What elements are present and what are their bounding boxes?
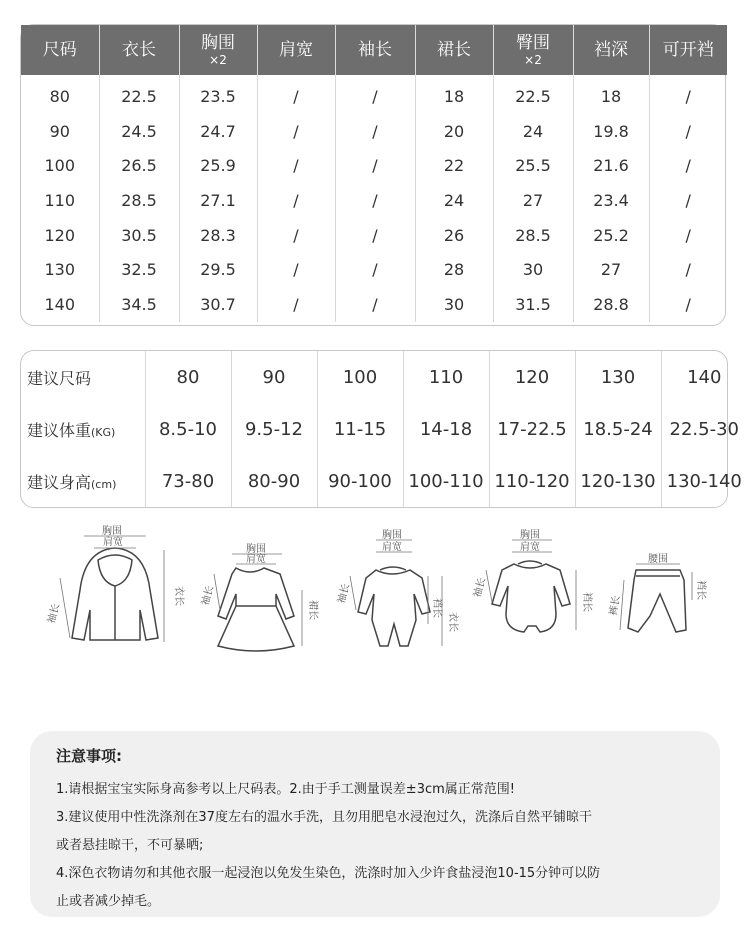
pants-diagram [600,520,710,670]
table-cell: / [257,114,335,149]
table-cell: 130-140 [661,455,747,507]
table-cell: / [257,148,335,183]
table-cell: / [257,287,335,322]
table-cell: 30.7 [179,287,257,322]
table-cell: 26.5 [99,148,179,183]
dress-diagram [190,520,320,670]
table-cell: 32.5 [99,252,179,287]
table-cell: 80 [145,351,231,403]
header-skirt: 裙长 [415,25,493,75]
size-table-header-row [21,25,727,75]
diagram-label: 胸围 [102,526,122,537]
diagram-label: 胸围 [382,530,402,541]
table-cell: 28.3 [179,218,257,253]
table-cell: 100 [317,351,403,403]
table-cell: 130 [44,260,76,280]
table-cell: 90 [49,121,70,141]
diagram-label: 肩宽 [103,537,123,548]
table-cell: 130 [575,351,661,403]
table-cell: / [335,148,415,183]
table-row [21,148,727,183]
measurement-diagrams [40,520,710,670]
row-label: 建议尺码 [27,368,92,388]
diagram-label: 肩宽 [382,542,402,553]
table-cell: 23.5 [179,75,257,114]
diagram-label: 胸围 [520,530,540,541]
size-chart-table [20,24,726,326]
table-cell: / [335,183,415,218]
notes-line: 或者悬挂晾干，不可暴晒; [56,838,204,853]
jacket-diagram [40,520,190,670]
table-cell: / [257,183,335,218]
table-cell: 19.8 [573,114,649,149]
table-cell: 9.5-12 [231,403,317,455]
table-cell: 80-90 [231,455,317,507]
table-cell: / [335,218,415,253]
table-row [21,287,727,322]
diagram-label: 裆长 [695,580,706,600]
header-openable-crotch: 可开裆 [649,25,727,75]
notes-line: 1.请根据宝宝实际身高参考以上尺码表。2.由于手工测量误差±3cm属正常范围! [56,782,515,797]
table-cell: 120 [489,351,575,403]
header-shoulder: 肩宽 [257,25,335,75]
table-cell: / [335,75,415,114]
table-cell: 27 [573,252,649,287]
table-cell: 100-110 [403,455,489,507]
diagram-label: 胸围 [246,544,266,555]
table-cell: 22.5 [493,75,573,114]
table-cell: 25.2 [573,218,649,253]
header-size: 尺码 [21,25,99,75]
table-cell: / [335,114,415,149]
romper-diagram [320,520,470,670]
header-crotch-depth: 裆深 [573,25,649,75]
table-row [21,114,727,149]
table-cell: / [649,114,727,149]
table-cell: 22.5-30 [661,403,747,455]
table-cell: 28 [415,252,493,287]
table-row [21,351,747,403]
table-cell: 120 [44,225,76,245]
table-cell: / [649,183,727,218]
table-cell: 28.5 [99,183,179,218]
table-cell: 17-22.5 [489,403,575,455]
table-cell: 110-120 [489,455,575,507]
table-cell: 22 [415,148,493,183]
table-cell: 23.4 [573,183,649,218]
table-cell: 22.5 [99,75,179,114]
table-cell: 8.5-10 [145,403,231,455]
table-cell: 27.1 [179,183,257,218]
table-cell: 100 [44,156,76,176]
table-cell: / [335,252,415,287]
table-cell: 90 [231,351,317,403]
diagram-label: 衣长 [447,612,458,632]
table-cell: 20 [415,114,493,149]
diagram-label: 袖长 [200,584,217,607]
header-length: 衣长 [99,25,179,75]
table-row [21,455,747,507]
table-cell: / [649,287,727,322]
table-cell: / [649,75,727,114]
table-cell: / [257,252,335,287]
table-cell: 11-15 [317,403,403,455]
table-cell: 34.5 [99,287,179,322]
diagram-label: 袖长 [46,602,63,625]
table-cell: 18 [415,75,493,114]
table-cell: 120-130 [575,455,661,507]
table-cell: 25.5 [493,148,573,183]
table-cell: 30 [493,252,573,287]
row-label: 建议身高(cm) [27,472,117,492]
table-cell: / [649,252,727,287]
diagram-label: 裙长 [307,600,318,620]
table-cell: 110 [44,190,76,210]
table-cell: 25.9 [179,148,257,183]
recommended-size-table [20,350,742,508]
table-cell: / [649,148,727,183]
table-cell: / [257,218,335,253]
header-hip: 臀围 ×2 [493,25,573,75]
table-cell: 30 [415,287,493,322]
notes-line: 3.建议使用中性洗涤剂在37度左右的温水手洗，且勿用肥皂水浸泡过久，洗涤后自然平铺晾干 [56,810,592,825]
table-cell: 27 [493,183,573,218]
table-row [21,403,747,455]
table-cell: 31.5 [493,287,573,322]
notes-line: 止或者减少掉毛。 [56,894,161,909]
header-chest: 胸围 ×2 [179,25,257,75]
table-cell: 24 [415,183,493,218]
table-cell: 18 [573,75,649,114]
table-cell: 80 [49,86,70,106]
table-row [21,218,727,253]
header-sleeve: 袖长 [335,25,415,75]
row-label: 建议体重(KG) [27,420,116,440]
notes-line: 4.深色衣物请勿和其他衣服一起浸泡以免发生染色，洗涤时加入少许食盐浸泡10-15分钟可以防 [56,866,601,881]
table-cell: 29.5 [179,252,257,287]
table-cell: 140 [661,351,747,403]
table-cell: 14-18 [403,403,489,455]
table-cell: 24 [493,114,573,149]
diagram-label: 袖长 [336,582,353,605]
table-cell: 24.7 [179,114,257,149]
table-cell: 21.6 [573,148,649,183]
notes-title: 注意事项: [56,747,122,765]
table-cell: / [649,218,727,253]
table-cell: 90-100 [317,455,403,507]
diagram-label: 裆长 [581,592,592,612]
table-row [21,75,727,114]
table-cell: 28.5 [493,218,573,253]
table-cell: / [257,75,335,114]
bodysuit-diagram [470,520,600,670]
table-cell: 73-80 [145,455,231,507]
table-cell: 24.5 [99,114,179,149]
diagram-label: 裤长 [608,594,623,617]
diagram-label: 肩宽 [246,554,266,565]
care-notes [30,731,720,917]
table-cell: 140 [44,294,76,314]
table-cell: 28.8 [573,287,649,322]
table-cell: / [335,287,415,322]
table-row [21,183,727,218]
diagram-label: 腰围 [648,554,668,565]
table-cell: 110 [403,351,489,403]
diagram-label: 袖长 [472,576,489,599]
table-row [21,252,727,287]
table-cell: 26 [415,218,493,253]
diagram-label: 衣长 [173,586,184,606]
diagram-label: 裆长 [431,598,442,618]
table-cell: 18.5-24 [575,403,661,455]
diagram-label: 肩宽 [520,542,540,553]
table-cell: 30.5 [99,218,179,253]
